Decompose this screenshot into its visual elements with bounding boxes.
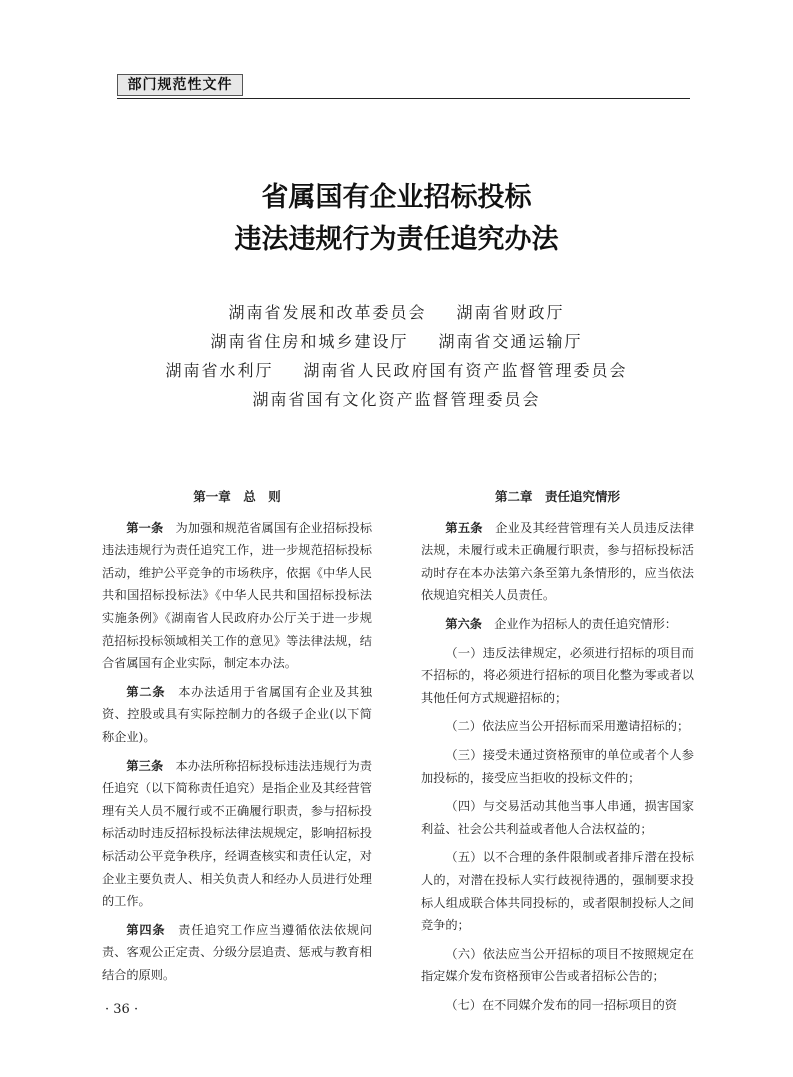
article-paragraph bbox=[421, 715, 694, 738]
article-paragraph bbox=[421, 795, 694, 840]
issuer-line-1 bbox=[100, 300, 693, 323]
issuer-line-2 bbox=[100, 329, 693, 352]
issuer-line-4 bbox=[100, 387, 693, 410]
article-text: 本办法所称招标投标违法违规行为责任追究（以下简称责任追究）是指企业及其经营管理有关人员不履行或不正确履行职责，参与招标投标活动时违反招标投标法律法规规定，影响招标投标活动公平竞争秩序，经调查核实和责任认定，对企业主要负责人、相关负责人和经办人员进行处理的工作。 bbox=[102, 758, 373, 909]
document-title-line-2: 违法违规行为责任追究办法 bbox=[234, 224, 559, 255]
article-paragraph bbox=[421, 846, 694, 936]
issuer-name: 湖南省国有文化资产监督管理委员会 bbox=[252, 390, 541, 409]
issuer-name: 湖南省发展和改革委员会 bbox=[228, 303, 427, 322]
article-number: 第一条 bbox=[126, 520, 164, 535]
article-text: （五）以不合理的条件限制或者排斥潜在投标人的，对潜在投标人实行歧视待遇的，强制要求投标人组成联合体共同投标的，或者限制投标人之间竞争的； bbox=[421, 850, 694, 933]
article-number: 第六条 bbox=[445, 616, 482, 631]
article-paragraph bbox=[421, 642, 694, 710]
article-number: 第四条 bbox=[126, 922, 166, 937]
article-text: （一）违反法律规定，必须进行招标的项目而不招标的，将必须进行招标的项目化整为零或者以其他任何方式规避招标的； bbox=[421, 645, 694, 705]
article-paragraph bbox=[421, 744, 694, 789]
article-text: 责任追究工作应当遵循依法依规问责、客观公正定责、分级分层追责、惩戒与教育相结合的原则。 bbox=[102, 922, 373, 982]
article-paragraph bbox=[421, 613, 694, 636]
article-text: 为加强和规范省属国有企业招标投标违法违规行为责任追究工作，进一步规范招标投标活动，维护公平竞争的市场秩序，依据《中华人民共和国招标投标法》《中华人民共和国招标投标法实施条例》《湖南省人民政府办公厅关于进一步规范招标投标领域相关工作的意见》等法律法规，结合省属国有企业实际，制定本办法。 bbox=[102, 520, 373, 671]
article-text: 企业作为招标人的责任追究情形： bbox=[481, 616, 677, 631]
header-divider bbox=[117, 98, 690, 99]
chapter-heading: 第二章 责任追究情形 bbox=[494, 489, 620, 504]
article-text: （六）依法应当公开招标的项目不按照规定在指定媒介发布资格预审公告或者招标公告的； bbox=[421, 946, 694, 984]
issuer-line-3 bbox=[100, 358, 693, 381]
article-paragraph bbox=[102, 681, 372, 749]
article-paragraph bbox=[421, 994, 694, 1017]
article-text: （二）依法应当公开招标而采用邀请招标的； bbox=[445, 719, 690, 734]
article-paragraph bbox=[102, 919, 372, 987]
article-paragraph bbox=[102, 517, 372, 675]
issuer-name: 湖南省人民政府国有资产监督管理委员会 bbox=[303, 361, 628, 380]
article-text: （四）与交易活动其他当事人串通，损害国家利益、社会公共利益或者他人合法权益的； bbox=[421, 799, 694, 836]
issuer-name: 湖南省财政厅 bbox=[456, 303, 565, 322]
issuer-name: 湖南省水利厅 bbox=[165, 361, 274, 380]
article-text: （三）接受未通过资格预审的单位或者个人参加投标的，接受应当拒收的投标文件的； bbox=[421, 747, 694, 785]
article-paragraph bbox=[102, 755, 372, 913]
right-column bbox=[421, 486, 694, 1022]
chapter-heading: 第一章 总 则 bbox=[193, 489, 281, 504]
document-title-line-1: 省属国有企业招标投标 bbox=[261, 182, 532, 213]
article-number: 第二条 bbox=[126, 684, 166, 699]
issuer-name: 湖南省交通运输厅 bbox=[438, 332, 583, 351]
article-paragraph bbox=[421, 517, 694, 607]
article-paragraph bbox=[421, 943, 694, 988]
article-text: （七）在不同媒介发布的同一招标项目的资 bbox=[445, 997, 677, 1012]
article-text: 企业及其经营管理有关人员违反法律法规，未履行或未正确履行职责，参与招标投标活动时存在本办法第六条至第九条情形的，应当依法依规追究相关人员责任。 bbox=[421, 520, 695, 603]
page-number: · 36 · bbox=[105, 1002, 139, 1017]
article-text: 本办法适用于省属国有企业及其独资、控股或具有实际控制力的各级子企业(以下简称企业)。 bbox=[102, 684, 373, 744]
left-column bbox=[102, 486, 372, 992]
section-tag: 部门规范性文件 bbox=[117, 74, 243, 96]
article-number: 第五条 bbox=[445, 520, 483, 535]
article-number: 第三条 bbox=[126, 758, 164, 773]
issuer-name: 湖南省住房和城乡建设厅 bbox=[210, 332, 409, 351]
